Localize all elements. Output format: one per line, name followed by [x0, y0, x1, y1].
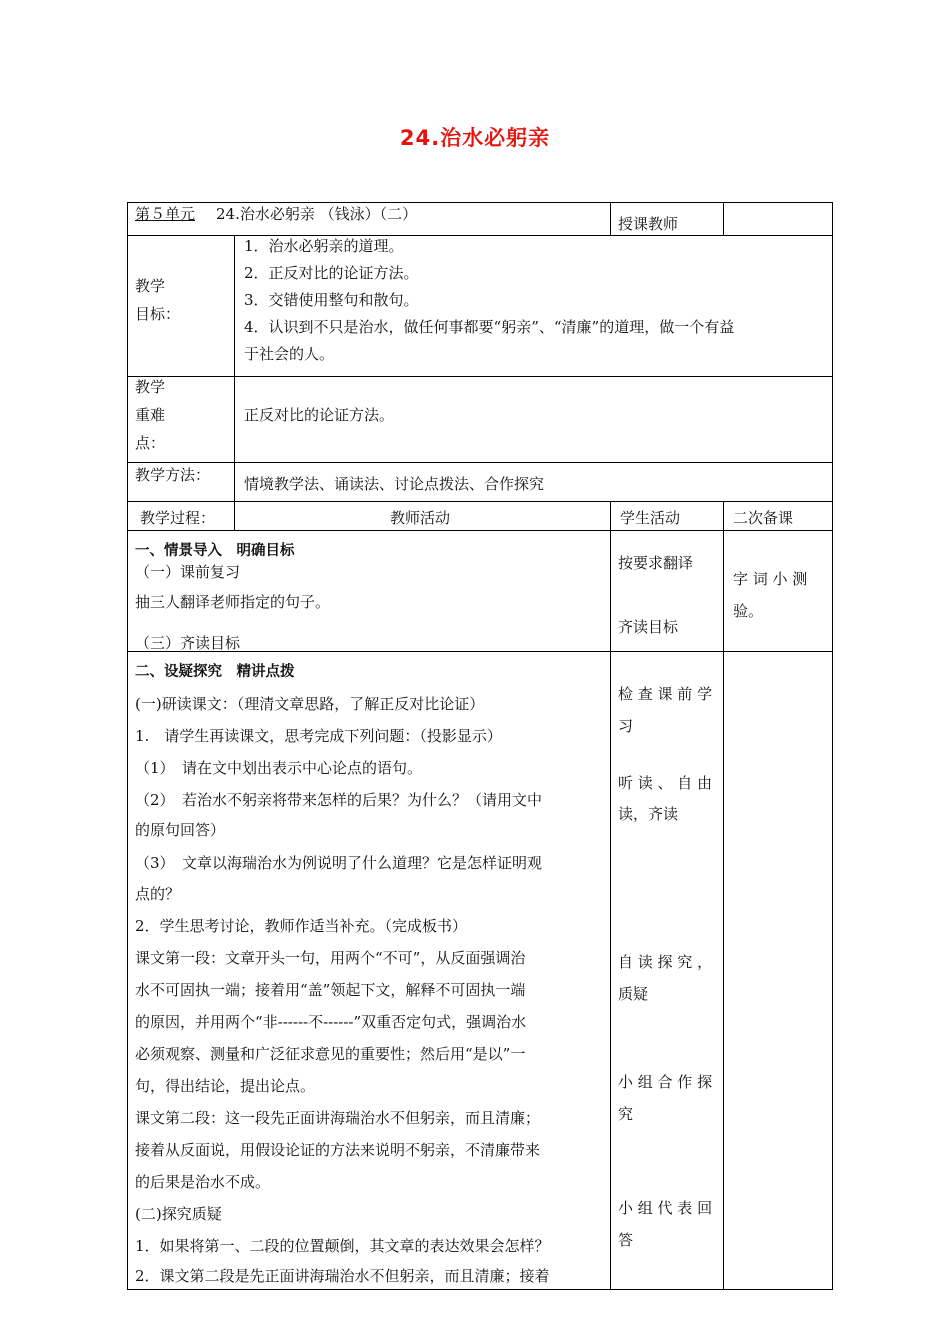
- student-activity: 小 组 代 表 回: [618, 1199, 713, 1217]
- section-heading: 一、情景导入 明确目标: [135, 543, 295, 559]
- objectives-label: 教学: [135, 277, 166, 295]
- section-heading: 二、设疑探究 精讲点拨: [135, 664, 295, 680]
- student-activity: 习: [618, 717, 634, 735]
- objective-item: 3．交错使用整句和散句。: [244, 291, 419, 309]
- section-line: （3） 文章以海瑞治水为例说明了什么道理？它是怎样证明观: [135, 854, 543, 872]
- lesson-name: 24.治水必躬亲 （钱泳）（二）: [216, 205, 418, 223]
- keypoints-label-2: 重难: [135, 406, 166, 424]
- section-line: 句，得出结论，提出论点。: [135, 1077, 316, 1095]
- section-line: 抽三人翻译老师指定的句子。: [135, 593, 331, 611]
- student-activity: 检 查 课 前 学: [618, 685, 713, 703]
- section-line: 必须观察、测量和广泛征求意见的重要性；然后用“是以”一: [135, 1045, 526, 1063]
- objective-item: 于社会的人。: [244, 345, 335, 363]
- section-line: 课文第一段：文章开头一句，用两个“不可”，从反面强调治: [135, 949, 526, 967]
- student-activity-header: 学生活动: [620, 509, 681, 527]
- objectives-label-2: 目标：: [135, 305, 181, 323]
- student-activity: 质疑: [618, 985, 649, 1003]
- section-line: 接着从反面说，用假设论证的方法来说明不躬亲，不清廉带来: [135, 1141, 541, 1159]
- prep-note: 字 词 小 测: [733, 570, 808, 588]
- objective-item: 4．认识到不只是治水，做任何事都要“躬亲”、“清廉”的道理，做一个有益: [244, 318, 735, 336]
- keypoints-value: 正反对比的论证方法。: [244, 406, 395, 424]
- student-activity: 读，齐读: [618, 805, 679, 823]
- prep-note: 验。: [733, 602, 764, 620]
- section-line: 1．如果将第一、二段的位置颠倒，其文章的表达效果会怎样？: [135, 1237, 550, 1255]
- objective-item: 1．治水必躬亲的道理。: [244, 237, 404, 255]
- student-activity: 听 读 、 自 由: [618, 774, 713, 792]
- section-line: 1. 请学生再读课文，思考完成下列问题：（投影显示）: [135, 727, 502, 745]
- student-activity: 按要求翻译: [618, 554, 694, 572]
- section-line: 的后果是治水不成。: [135, 1173, 271, 1191]
- student-activity: 自 读 探 究 ，: [618, 953, 713, 971]
- methods-value: 情境教学法、诵读法、讨论点拨法、合作探究: [244, 475, 545, 493]
- section-line: （2） 若治水不躬亲将带来怎样的后果？为什么？（请用文中: [135, 791, 543, 809]
- keypoints-label-3: 点：: [135, 434, 166, 452]
- section-line: 的原句回答）: [135, 821, 226, 839]
- section-line: （一）课前复习: [135, 563, 241, 581]
- methods-label: 教学方法：: [135, 466, 211, 484]
- student-activity: 究: [618, 1105, 634, 1123]
- section-line: (一)研读课文：（理清文章思路，了解正反对比论证）: [135, 695, 485, 713]
- section-line: (二)探究质疑: [135, 1205, 222, 1223]
- student-activity: 答: [618, 1231, 634, 1249]
- unit-label: 第５单元: [135, 205, 196, 223]
- section-line: （三）齐读目标: [135, 634, 241, 652]
- section-line: 2．学生思考讨论，教师作适当补充。（完成板书）: [135, 917, 468, 935]
- section-line: 水不可固执一端；接着用“盖”领起下文，解释不可固执一端: [135, 981, 526, 999]
- section-line: 点的？: [135, 885, 181, 903]
- process-col-label: 教学过程：: [140, 509, 216, 527]
- keypoints-label: 教学: [135, 378, 166, 396]
- second-prep-header: 二次备课: [733, 509, 794, 527]
- section-line: 的原因，并用两个“非------不------”双重否定句式，强调治水: [135, 1013, 527, 1031]
- teacher-activity-header: 教师活动: [390, 509, 451, 527]
- page-title: 24.治水必躬亲: [399, 126, 551, 150]
- student-activity: 小 组 合 作 探: [618, 1073, 713, 1091]
- section-line: 课文第二段：这一段先正面讲海瑞治水不但躬亲，而且清廉；: [135, 1109, 541, 1127]
- section-line: （1） 请在文中划出表示中心论点的语句。: [135, 759, 423, 777]
- student-activity: 齐读目标: [618, 618, 679, 636]
- objective-item: 2．正反对比的论证方法。: [244, 264, 419, 282]
- section-line: 2．课文第二段是先正面讲海瑞治水不但躬亲，而且清廉；接着: [135, 1267, 550, 1285]
- teacher-label: 授课教师: [618, 215, 679, 233]
